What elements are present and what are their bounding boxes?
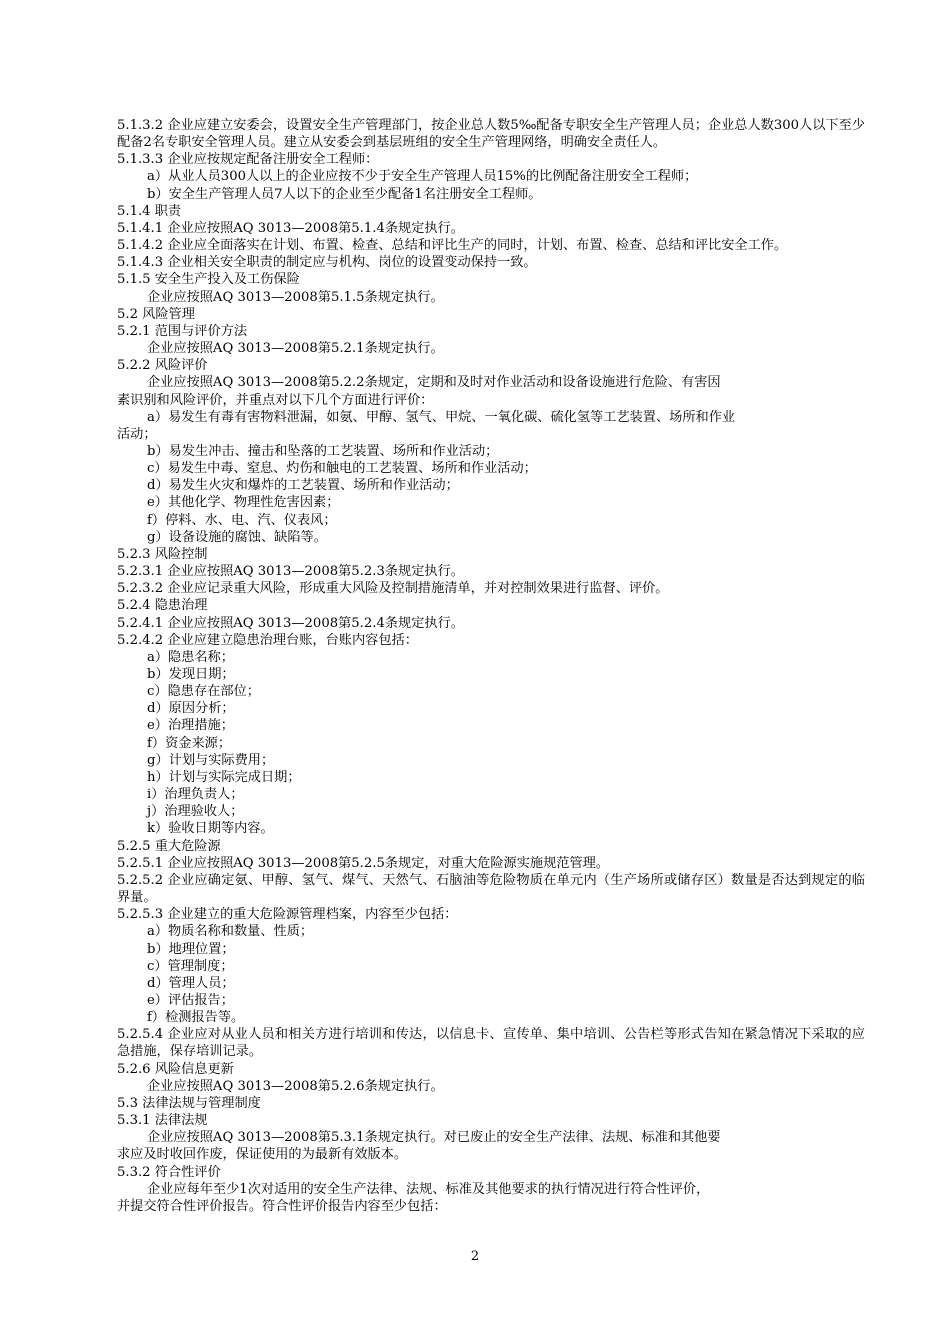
text-line: 5.1.4.1 企业应按照AQ 3013—2008第5.1.4条规定执行。 xyxy=(117,220,464,236)
text-line: 素识别和风险评价，并重点对以下几个方面进行评价： xyxy=(117,392,434,408)
text-line: 5.1.4.3 企业相关安全职责的制定应与机构、岗位的设置变动保持一致。 xyxy=(117,255,537,271)
text-line: d）管理人员； xyxy=(147,975,235,991)
text-line: c）易发生中毒、窒息、灼伤和触电的工艺装置、场所和作业活动； xyxy=(147,461,537,477)
text-line: 5.1.4 职责 xyxy=(117,203,182,219)
text-line: k）验收日期等内容。 xyxy=(147,821,274,837)
text-line: 5.2.6 风险信息更新 xyxy=(117,1061,234,1077)
text-line: 5.3.1 法律法规 xyxy=(117,1113,208,1129)
text-line: 5.3.2 符合性评价 xyxy=(117,1164,221,1180)
text-line: 求应及时收回作废，保证使用的为最新有效版本。 xyxy=(117,1147,408,1163)
text-line: g）设备设施的腐蚀、缺陷等。 xyxy=(147,529,327,545)
text-line: a）从业人员300人以上的企业应按不少于安全生产管理人员15%的比例配备注册安全工程师； xyxy=(147,169,698,185)
text-line: j）治理验收人； xyxy=(147,804,244,820)
text-line: 企业应按照AQ 3013—2008第5.3.1条规定执行。对已废止的安全生产法律、法规、标准和其他要 xyxy=(147,1130,721,1146)
text-line: 5.2.4.1 企业应按照AQ 3013—2008第5.2.4条规定执行。 xyxy=(117,615,464,631)
text-line: 5.1.5 安全生产投入及工伤保险 xyxy=(117,272,300,288)
text-line: a）隐患名称； xyxy=(147,649,234,665)
text-line: f）检测报告等。 xyxy=(147,1010,245,1026)
text-line: 企业应按照AQ 3013—2008第5.2.6条规定执行。 xyxy=(147,1078,444,1094)
text-line: 5.2.5.3 企业建立的重大危险源管理档案，内容至少包括： xyxy=(117,907,458,923)
text-line: f）停料、水、电、汽、仪表风； xyxy=(147,512,337,528)
text-line: e）评估报告； xyxy=(147,992,234,1008)
text-line: 企业应按照AQ 3013—2008第5.2.2条规定，定期和及时对作业活动和设备设施进行危险、有害因 xyxy=(147,375,721,391)
text-line: 企业应每年至少1次对适用的安全生产法律、法规、标准及其他要求的执行情况进行符合性评价， xyxy=(147,1181,710,1197)
text-line: b）地理位置； xyxy=(147,941,235,957)
text-line: e）其他化学、物理性危害因素； xyxy=(147,495,340,511)
text-line: 5.2.5.1 企业应按照AQ 3013—2008第5.2.5条规定，对重大危险源实施规范管理。 xyxy=(117,855,610,871)
text-line: 5.2.5.4 企业应对从业人员和相关方进行培训和传达，以信息卡、宣传单、集中培训、公告栏等形式告知在紧急情况下采取的应急措施，保存培训记录。 xyxy=(117,1027,865,1060)
text-line: 企业应按照AQ 3013—2008第5.2.1条规定执行。 xyxy=(147,341,444,357)
text-line: 5.2.3.1 企业应按照AQ 3013—2008第5.2.3条规定执行。 xyxy=(117,564,464,580)
text-line: c）管理制度； xyxy=(147,958,234,974)
text-line: b）易发生冲击、撞击和坠落的工艺装置、场所和作业活动； xyxy=(147,443,499,459)
text-line: i）治理负责人； xyxy=(147,787,244,803)
text-line: g）计划与实际费用； xyxy=(147,752,275,768)
text-line: f）资金来源； xyxy=(147,735,232,751)
text-line: c）隐患存在部位； xyxy=(147,684,260,700)
text-line: h）计划与实际完成日期； xyxy=(147,769,301,785)
text-line: 5.2.5 重大危险源 xyxy=(117,838,221,854)
text-line: d）易发生火灾和爆炸的工艺装置、场所和作业活动； xyxy=(147,478,459,494)
text-line: 5.2.3 风险控制 xyxy=(117,546,208,562)
text-line: b）安全生产管理人员7人以下的企业至少配备1名注册安全工程师。 xyxy=(147,186,542,202)
text-line: 活动； xyxy=(117,426,157,442)
text-line: 5.1.3.3 企业应按规定配备注册安全工程师： xyxy=(117,152,379,168)
text-line: 并提交符合性评价报告。符合性评价报告内容至少包括： xyxy=(117,1198,447,1214)
text-line: 5.2.5.2 企业应确定氨、甲醇、氢气、煤气、天然气、石脑油等危险物质在单元内（生产场所或储存区）数量是否达到规定的临界量。 xyxy=(117,872,865,906)
text-line: 5.2.4 隐患治理 xyxy=(117,598,208,614)
text-line: 5.2.2 风险评价 xyxy=(117,358,208,374)
document-body xyxy=(117,117,865,1215)
text-line: a）易发生有毒有害物料泄漏，如氨、甲醇、氢气、甲烷、一氧化碳、硫化氢等工艺装置、场所和作业 xyxy=(147,409,736,425)
text-line: d）原因分析； xyxy=(147,701,235,717)
text-line: 企业应按照AQ 3013—2008第5.1.5条规定执行。 xyxy=(147,289,444,305)
text-line: 5.2.4.2 企业应建立隐患治理台账，台账内容包括： xyxy=(117,632,418,648)
text-line: 5.1.3.2 企业应建立安委会，设置安全生产管理部门，按企业总人数5‰配备专职安全生产管理人员；企业总人数300人以下至少配备2名专职安全管理人员。建立从安委会到基层班组的安全生产管理网络，明确安全责任人。 xyxy=(117,118,865,151)
text-line: 5.2 风险管理 xyxy=(117,306,195,322)
page-number: 2 xyxy=(470,1249,480,1264)
text-line: 5.3 法律法规与管理制度 xyxy=(117,1095,261,1111)
text-line: b）发现日期； xyxy=(147,667,235,682)
text-line: a）物质名称和数量、性质； xyxy=(147,924,314,940)
text-line: e）治理措施； xyxy=(147,718,234,734)
text-line: 5.2.1 范围与评价方法 xyxy=(117,323,248,339)
text-line: 5.2.3.2 企业应记录重大风险，形成重大风险及控制措施清单，并对控制效果进行监督、评价。 xyxy=(117,581,669,597)
text-line: 5.1.4.2 企业应全面落实在计划、布置、检查、总结和评比生产的同时，计划、布置、检查、总结和评比安全工作。 xyxy=(117,238,788,254)
